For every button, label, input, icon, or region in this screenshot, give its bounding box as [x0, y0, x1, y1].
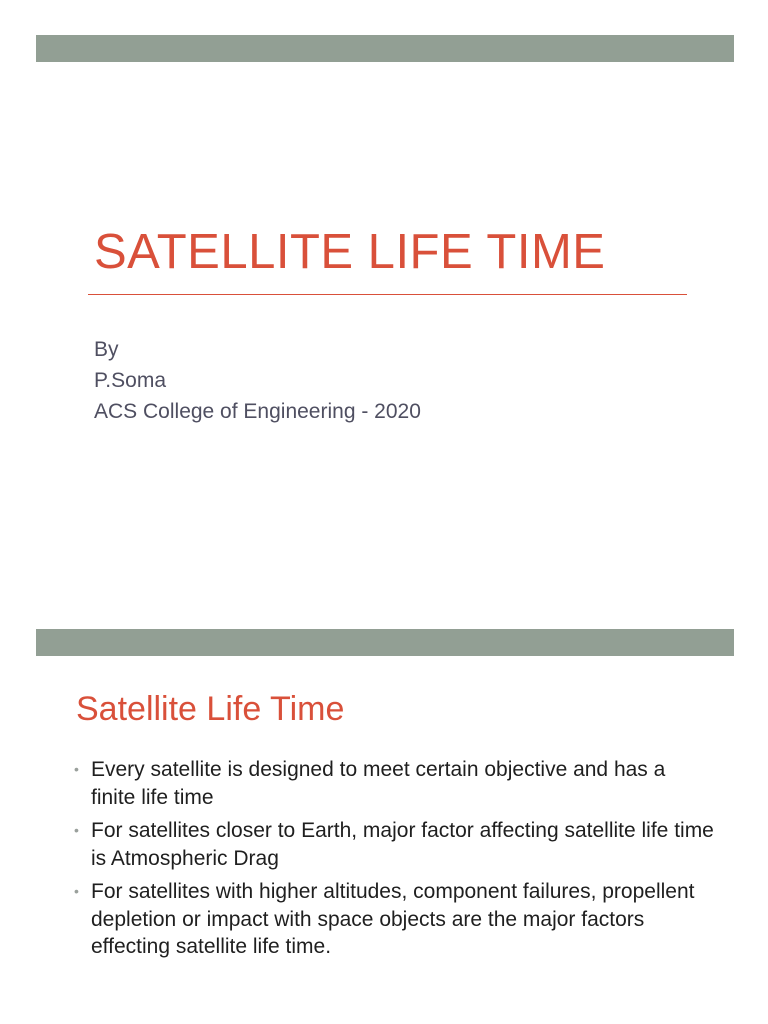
subtitle-line-institution: ACS College of Engineering - 2020	[94, 400, 421, 423]
bullet-item	[74, 756, 714, 811]
content-slide-title: Satellite Life Time	[76, 690, 345, 728]
subtitle-line-by: By	[94, 338, 119, 361]
subtitle-block	[94, 334, 421, 427]
bullet-dot-icon: •	[74, 883, 79, 899]
bullet-text: For satellites closer to Earth, major factor affecting satellite life time is Atmospheric Drag	[91, 819, 714, 870]
header-accent-bar	[36, 629, 734, 656]
title-divider	[88, 294, 687, 295]
bullet-dot-icon: •	[74, 761, 79, 777]
bullet-dot-icon: •	[74, 822, 79, 838]
subtitle-line-author: P.Soma	[94, 369, 166, 392]
slide-title: SATELLITE LIFE TIME	[94, 225, 606, 279]
header-accent-bar	[36, 35, 734, 62]
bullet-list	[74, 756, 714, 967]
bullet-text: Every satellite is designed to meet certain objective and has a finite life time	[91, 758, 666, 809]
bullet-item	[74, 817, 714, 872]
bullet-item	[74, 878, 714, 961]
bullet-text: For satellites with higher altitudes, component failures, propellent depletion or impact with space objects are the major factors effecting satellite life time.	[91, 880, 695, 958]
